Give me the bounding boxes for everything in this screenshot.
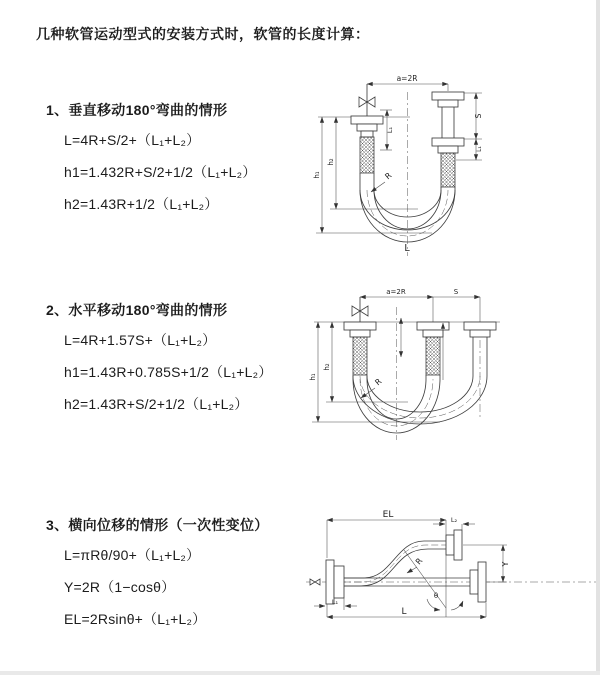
formula-line: L=4R+S/2+（L₁+L₂） [64, 132, 201, 148]
y-label: Y [501, 561, 510, 567]
dimension-l2 [433, 516, 475, 530]
dimension-l1 [314, 598, 357, 610]
l2-label: L₂ [450, 516, 458, 524]
l1-right-label: L₁ [476, 146, 483, 152]
formula-line: L=πRθ/90+（L₁+L₂） [64, 547, 201, 563]
l1-label: L₁ [331, 598, 339, 606]
dimension-el [327, 510, 446, 617]
formula-line: Y=2R（1−cosθ） [64, 579, 176, 595]
right-flange-fitting [432, 92, 464, 187]
l-label: L [401, 607, 407, 617]
page-title: 几种软管运动型式的安装方式时，软管的长度计算： [36, 26, 370, 42]
scan-edge-right [596, 0, 600, 675]
theta-label: θ [433, 592, 439, 600]
dimension-s [456, 93, 483, 160]
dimension-l [327, 603, 486, 617]
h2-label: h₂ [327, 158, 335, 166]
valve-icon [359, 84, 375, 116]
h1-label: h₁ [309, 373, 317, 381]
section-1-heading: 1、垂直移动180°弯曲的情形 [46, 102, 228, 118]
left-flange-fitting [344, 322, 376, 375]
section-lateral-displacement [46, 516, 321, 629]
diagram-horizontal-180-bend [308, 282, 600, 472]
el-label: EL [382, 510, 394, 520]
h1-label: h₁ [313, 171, 321, 179]
s-label: S [474, 113, 483, 119]
formula-line: h2=1.43R+1/2（L₁+L₂） [64, 196, 219, 212]
formula-line: EL=2Rsinθ+（L₁+L₂） [64, 611, 207, 627]
dimension-h1-h2 [309, 322, 440, 422]
dimension-a2r [367, 74, 448, 91]
scan-edge-bottom [0, 671, 600, 675]
r-label: R [373, 376, 384, 388]
section-3-heading: 3、横向位移的情形（一次性变位） [46, 517, 269, 533]
formula-line: h1=1.43R+0.785S+1/2（L₁+L₂） [64, 364, 273, 380]
r-label: R [413, 556, 425, 567]
diagram-lateral-displacement [300, 502, 600, 650]
r-label: R [383, 170, 394, 182]
radius-leader [361, 377, 384, 398]
l-label: L [404, 243, 410, 254]
l1-left-label: L₁ [386, 126, 394, 134]
anchor-icon [310, 579, 320, 585]
a2r-label: a=2R [386, 288, 406, 296]
formula-line: h2=1.43R+S/2+1/2（L₁+L₂） [64, 396, 249, 412]
dimension-a2r-s [360, 288, 480, 322]
section-vertical-motion [46, 101, 321, 214]
diagram-vertical-180-bend [310, 70, 600, 265]
middle-flange-fitting [417, 322, 449, 375]
formula-line: L=4R+1.57S+（L₁+L₂） [64, 332, 217, 348]
s-label: S [453, 288, 459, 296]
a2r-label: a=2R [396, 74, 418, 83]
formula-line: h1=1.432R+S/2+1/2（L₁+L₂） [64, 164, 257, 180]
section-horizontal-motion [46, 301, 321, 414]
valve-icon [352, 297, 368, 322]
section-2-heading: 2、水平移动180°弯曲的情形 [46, 302, 228, 318]
right-ghost-flange-fitting [464, 322, 496, 337]
h2-label: h₂ [323, 363, 331, 371]
